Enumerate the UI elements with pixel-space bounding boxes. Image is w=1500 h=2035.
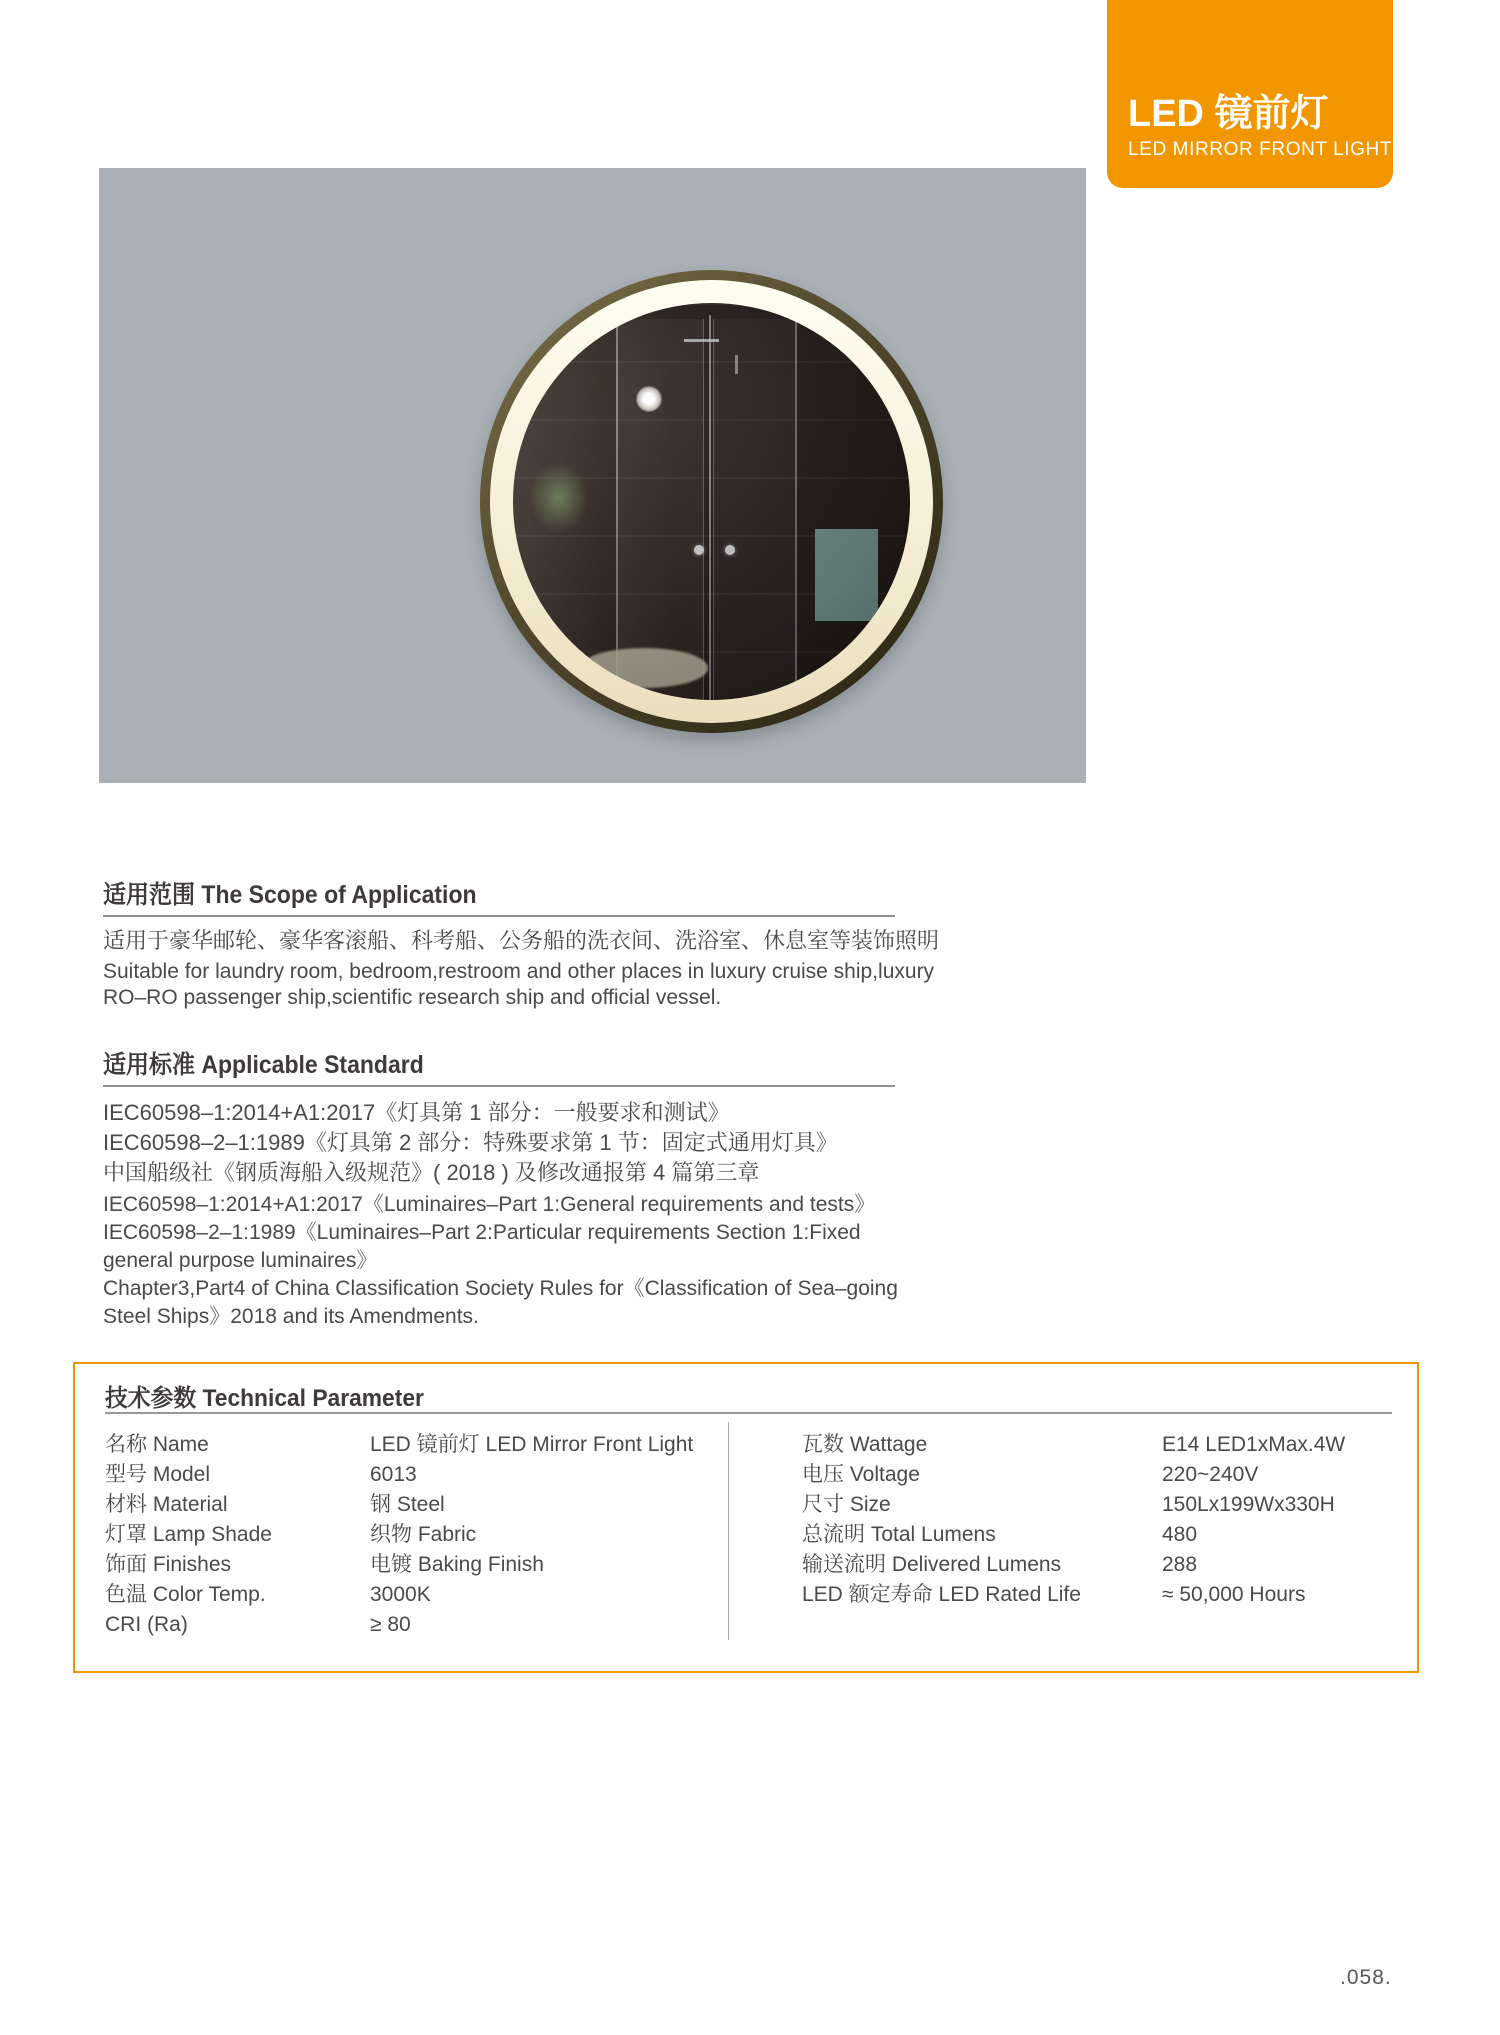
param-label: 型号 Model: [105, 1463, 211, 1486]
parameter-heading: 技术参数 Technical Parameter: [105, 1385, 424, 1412]
param-value: ≥ 80: [370, 1613, 411, 1636]
param-value: 织物 Fabric: [370, 1523, 477, 1546]
param-value: ≈ 50,000 Hours: [1162, 1583, 1306, 1606]
standard-heading: 适用标准 Applicable Standard: [103, 1051, 424, 1079]
param-row: [105, 1460, 705, 1490]
technical-parameter-box: [73, 1362, 1419, 1673]
scope-text-zh: 适用于豪华邮轮、豪华客滚船、科考船、公务船的洗衣间、洗浴室、休息室等装饰照明: [103, 928, 940, 953]
param-value: LED 镜前灯 LED Mirror Front Light: [370, 1433, 694, 1456]
param-label: 色温 Color Temp.: [105, 1583, 266, 1606]
scope-heading-rule: [103, 915, 895, 917]
param-label: 材料 Material: [105, 1493, 228, 1516]
reflection-vignette: [513, 303, 910, 700]
param-value: 6013: [370, 1463, 417, 1486]
param-value: 288: [1162, 1553, 1198, 1576]
mirror-reflection-scene: [513, 303, 910, 700]
scope-text-en-line: Suitable for laundry room, bedroom,restroom and other places in luxury cruise ship,luxury: [103, 960, 935, 983]
standard-item-en: general purpose luminaires》: [103, 1249, 378, 1272]
param-row: [105, 1520, 705, 1550]
param-label: 饰面 Finishes: [105, 1553, 232, 1576]
standard-item-en: Steel Ships》2018 and its Amendments.: [103, 1305, 479, 1328]
param-row: [802, 1430, 1402, 1460]
standard-item-en: IEC60598–1:2014+A1:2017《Luminaires–Part 1:General requirements and tests》: [103, 1193, 876, 1216]
param-row: [105, 1580, 705, 1610]
parameter-table-left: [105, 1430, 705, 1640]
category-title-zh: LED 镜前灯: [1128, 93, 1329, 135]
param-value: 电镀 Baking Finish: [370, 1553, 544, 1576]
mirror-product-image: [480, 270, 943, 733]
category-title-en: LED MIRROR FRONT LIGHT: [1128, 139, 1393, 160]
param-value: 钢 Steel: [370, 1493, 445, 1516]
param-row: [105, 1550, 705, 1580]
param-label: CRI (Ra): [105, 1613, 188, 1636]
scope-section: [103, 880, 940, 1011]
product-photo-panel: [99, 168, 1086, 783]
standard-item-zh: IEC60598–2–1:1989《灯具第 2 部分：特殊要求第 1 节：固定式通用灯具》: [103, 1130, 838, 1155]
page-number: .058.: [1340, 1966, 1392, 1989]
param-label: LED 额定寿命 LED Rated Life: [802, 1583, 1081, 1606]
param-row: [802, 1580, 1402, 1610]
parameter-column-divider: [728, 1422, 729, 1640]
param-label: 瓦数 Wattage: [802, 1433, 928, 1456]
standard-list-en: [103, 1191, 898, 1331]
standard-item-en: IEC60598–2–1:1989《Luminaires–Part 2:Particular requirements Section 1:Fixed: [103, 1221, 861, 1244]
param-row: [105, 1490, 705, 1520]
param-row: [802, 1550, 1402, 1580]
param-value: E14 LED1xMax.4W: [1162, 1433, 1346, 1456]
category-banner: [1107, 0, 1393, 188]
parameter-table-right: [802, 1430, 1402, 1610]
standard-item-zh: 中国船级社《钢质海船入级规范》( 2018 ) 及修改通报第 4 篇第三章: [103, 1160, 760, 1185]
param-row: [105, 1430, 705, 1460]
param-row: [802, 1460, 1402, 1490]
param-value: 3000K: [370, 1583, 431, 1606]
param-row: [105, 1610, 705, 1640]
standard-heading-rule: [103, 1085, 895, 1087]
param-label: 总流明 Total Lumens: [802, 1523, 996, 1546]
param-value: 480: [1162, 1523, 1198, 1546]
param-value: 150Lx199Wx330H: [1162, 1493, 1335, 1516]
standard-item-zh: IEC60598–1:2014+A1:2017《灯具第 1 部分：一般要求和测试》: [103, 1100, 730, 1125]
param-label: 名称 Name: [105, 1433, 209, 1456]
parameter-heading-rule: [105, 1412, 1392, 1414]
scope-text-en: [103, 959, 935, 1011]
scope-text-en-line: RO–RO passenger ship,scientific research ship and official vessel.: [103, 986, 722, 1009]
param-value: 220~240V: [1162, 1463, 1259, 1486]
param-label: 灯罩 Lamp Shade: [105, 1523, 272, 1546]
param-label: 电压 Voltage: [802, 1463, 920, 1486]
param-label: 输送流明 Delivered Lumens: [802, 1553, 1062, 1576]
scope-heading: 适用范围 The Scope of Application: [103, 881, 477, 909]
standard-item-en: Chapter3,Part4 of China Classification Society Rules for《Classification of Sea–going: [103, 1277, 898, 1300]
standard-section: [103, 1050, 898, 1331]
param-label: 尺寸 Size: [802, 1493, 891, 1516]
param-row: [802, 1520, 1402, 1550]
standard-list-zh: [103, 1098, 895, 1188]
param-row: [802, 1490, 1402, 1520]
